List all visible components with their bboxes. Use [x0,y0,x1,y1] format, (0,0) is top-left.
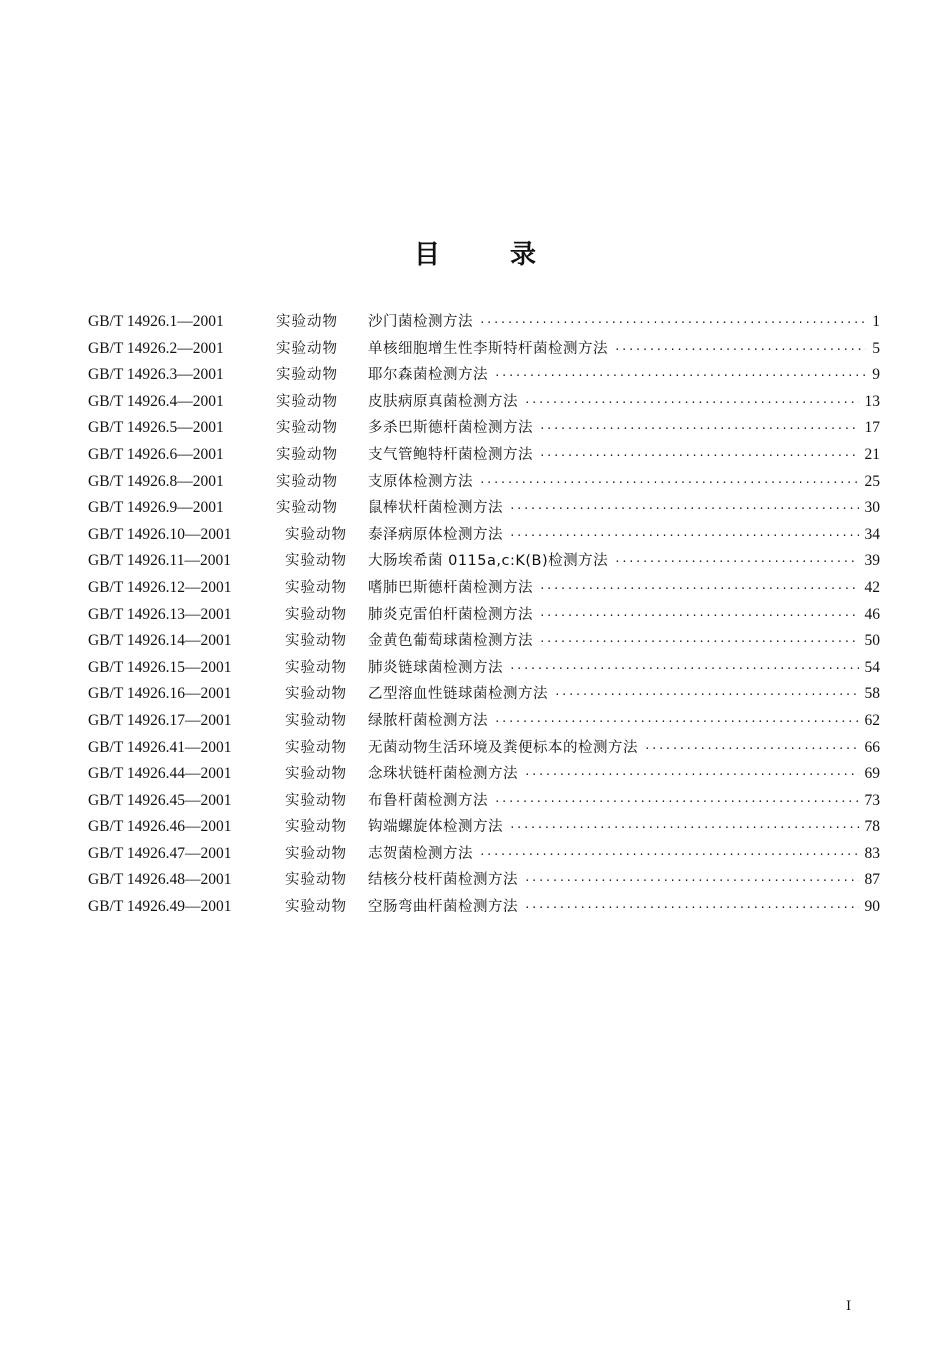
toc-page-number: 66 [864,738,880,756]
toc-page-number: 21 [864,445,880,463]
toc-page-number: 25 [864,472,880,490]
toc-entry[interactable] [88,469,880,496]
toc-entry-title: 支气管鲍特杆菌检测方法 [368,446,533,463]
toc-dot-leader [479,842,859,869]
toc-dot-leader [509,496,859,523]
toc-category: 实验动物 [276,393,338,410]
toc-entry[interactable] [88,788,880,815]
toc-page-number: 50 [864,632,880,650]
toc-dot-leader [614,549,858,576]
toc-dot-leader [494,709,859,736]
toc-standard-number: GB/T 14926.49—2001 [88,898,232,916]
toc-entry[interactable] [88,761,880,788]
toc-standard-number: GB/T 14926.11—2001 [88,552,231,570]
toc-dot-leader [524,895,859,922]
toc-category: 实验动物 [285,659,347,676]
toc-standard-number: GB/T 14926.9—2001 [88,499,224,517]
toc-entry[interactable] [88,442,880,469]
toc-standard-number: GB/T 14926.12—2001 [88,578,232,596]
toc-dot-leader [494,789,859,816]
toc-entry-title: 肺炎克雷伯杆菌检测方法 [368,606,533,623]
toc-entry[interactable] [88,841,880,868]
toc-entry[interactable] [88,735,880,762]
toc-standard-number: GB/T 14926.14—2001 [88,632,232,650]
toc-standard-number: GB/T 14926.8—2001 [88,472,224,490]
toc-dot-leader [509,815,859,842]
toc-dot-leader [539,443,859,470]
page-number-folio: Ⅰ [846,1298,852,1313]
toc-category: 实验动物 [276,367,338,384]
toc-entry-title: 耶尔森菌检测方法 [368,367,488,384]
toc-page-number: 1 [872,313,880,330]
toc-entry-title: 钩端螺旋体检测方法 [368,819,503,836]
toc-entry[interactable] [88,362,880,389]
toc-page-number: 78 [864,818,880,836]
toc-page-number: 42 [864,578,880,596]
toc-standard-number: GB/T 14926.46—2001 [88,818,232,836]
toc-entry[interactable] [88,575,880,602]
toc-dot-leader [554,682,859,709]
toc-entry[interactable] [88,522,880,549]
toc-entry-title: 肺炎链球菌检测方法 [368,659,503,676]
toc-entry[interactable] [88,548,880,575]
toc-dot-leader [524,868,859,895]
toc-entry-title: 多杀巴斯德杆菌检测方法 [368,420,533,437]
toc-entry-title: 金黄色葡萄球菌检测方法 [368,633,533,650]
toc-category: 实验动物 [276,314,338,330]
toc-dot-leader [479,310,866,337]
toc-page-number: 90 [864,898,880,916]
toc-page-number: 69 [864,765,880,783]
toc-entry-title: 无菌动物生活环境及粪便标本的检测方法 [368,739,638,756]
toc-dot-leader [509,523,859,550]
toc-dot-leader [644,736,859,763]
toc-entry[interactable] [88,867,880,894]
toc-standard-number: GB/T 14926.48—2001 [88,871,232,889]
toc-entry-title: 泰泽病原体检测方法 [368,526,503,543]
toc-category: 实验动物 [276,446,338,463]
toc-page-number: 39 [864,552,880,570]
page-title-char-1: 目 [413,240,440,270]
toc-category: 实验动物 [285,712,347,729]
toc-category: 实验动物 [285,633,347,650]
toc-entry-title: 空肠弯曲杆菌检测方法 [368,899,518,916]
toc-entry[interactable] [88,495,880,522]
toc-entry-title: 鼠棒状杆菌检测方法 [368,500,503,517]
toc-category: 实验动物 [285,606,347,623]
toc-dot-leader [524,390,859,417]
toc-standard-number: GB/T 14926.6—2001 [88,445,224,463]
toc-entry-title: 结核分枝杆菌检测方法 [368,872,518,889]
toc-category: 实验动物 [285,579,347,596]
toc-entry[interactable] [88,336,880,363]
toc-category: 实验动物 [285,526,347,543]
page-title [0,234,950,271]
toc-page-number: 9 [872,366,880,384]
toc-page-number: 30 [864,499,880,517]
toc-standard-number: GB/T 14926.47—2001 [88,844,232,862]
toc-standard-number: GB/T 14926.5—2001 [88,419,224,437]
toc-category: 实验动物 [285,899,347,916]
toc-page-number: 5 [872,339,880,357]
toc-dot-leader [494,363,866,390]
toc-entry[interactable] [88,309,880,336]
toc-category: 实验动物 [276,340,338,357]
toc-dot-leader [524,762,859,789]
toc-dot-leader [614,337,866,364]
toc-category: 实验动物 [285,686,347,703]
toc-entry-title: 沙门菌检测方法 [368,314,473,330]
toc-page-number: 54 [864,658,880,676]
toc-entry[interactable] [88,708,880,735]
toc-category: 实验动物 [276,500,338,517]
toc-entry-title: 单核细胞增生性李斯特杆菌检测方法 [368,340,608,357]
toc-category: 实验动物 [285,739,347,756]
toc-page-number: 73 [864,791,880,809]
toc-entry[interactable] [88,602,880,629]
toc-category: 实验动物 [276,473,338,490]
toc-entry[interactable] [88,814,880,841]
toc-page-number: 83 [864,844,880,862]
toc-entry[interactable] [88,655,880,682]
toc-entry[interactable] [88,681,880,708]
toc-dot-leader [479,470,859,497]
toc-page-number: 34 [864,525,880,543]
toc-standard-number: GB/T 14926.15—2001 [88,658,232,676]
toc-standard-number: GB/T 14926.44—2001 [88,765,232,783]
toc-dot-leader [539,603,859,630]
toc-standard-number: GB/T 14926.16—2001 [88,685,232,703]
toc-entry-title: 布鲁杆菌检测方法 [368,792,488,809]
toc-category: 实验动物 [285,766,347,783]
toc-dot-leader [509,656,859,683]
toc-entry-title: 绿脓杆菌检测方法 [368,712,488,729]
toc-dot-leader [539,576,859,603]
toc-entry-title: 乙型溶血性链球菌检测方法 [368,686,548,703]
toc-page-number: 13 [864,392,880,410]
toc-standard-number: GB/T 14926.17—2001 [88,711,232,729]
toc-page-number: 87 [864,871,880,889]
toc-standard-number: GB/T 14926.3—2001 [88,366,224,384]
toc-dot-leader [539,416,859,443]
toc-entry-title: 支原体检测方法 [368,473,473,490]
toc-standard-number: GB/T 14926.41—2001 [88,738,232,756]
toc-standard-number: GB/T 14926.2—2001 [88,339,224,357]
toc-entry-title: 志贺菌检测方法 [368,845,473,862]
toc-entry-title: 大肠埃希菌 0115a,c:K(B)检测方法 [368,553,609,570]
toc-page-number: 17 [864,419,880,437]
toc-entry[interactable] [88,415,880,442]
toc-dot-leader [539,629,859,656]
toc-page-number: 62 [864,711,880,729]
toc-standard-number: GB/T 14926.10—2001 [88,525,232,543]
table-of-contents [88,309,880,921]
toc-entry[interactable] [88,894,880,921]
toc-page-number: 58 [864,685,880,703]
page-title-char-2: 录 [510,240,537,270]
toc-category: 实验动物 [285,553,347,570]
toc-standard-number: GB/T 14926.4—2001 [88,392,224,410]
toc-category: 实验动物 [276,420,338,437]
toc-entry[interactable] [88,628,880,655]
toc-entry-title: 皮肤病原真菌检测方法 [368,393,518,410]
toc-entry-title: 念珠状链杆菌检测方法 [368,766,518,783]
toc-entry-title: 嗜肺巴斯德杆菌检测方法 [368,579,533,596]
toc-standard-number: GB/T 14926.45—2001 [88,791,232,809]
toc-category: 实验动物 [285,845,347,862]
toc-entry[interactable] [88,389,880,416]
toc-category: 实验动物 [285,819,347,836]
toc-standard-number: GB/T 14926.13—2001 [88,605,232,623]
toc-category: 实验动物 [285,792,347,809]
toc-category: 实验动物 [285,872,347,889]
toc-page-number: 46 [864,605,880,623]
toc-standard-number: GB/T 14926.1—2001 [88,313,224,330]
